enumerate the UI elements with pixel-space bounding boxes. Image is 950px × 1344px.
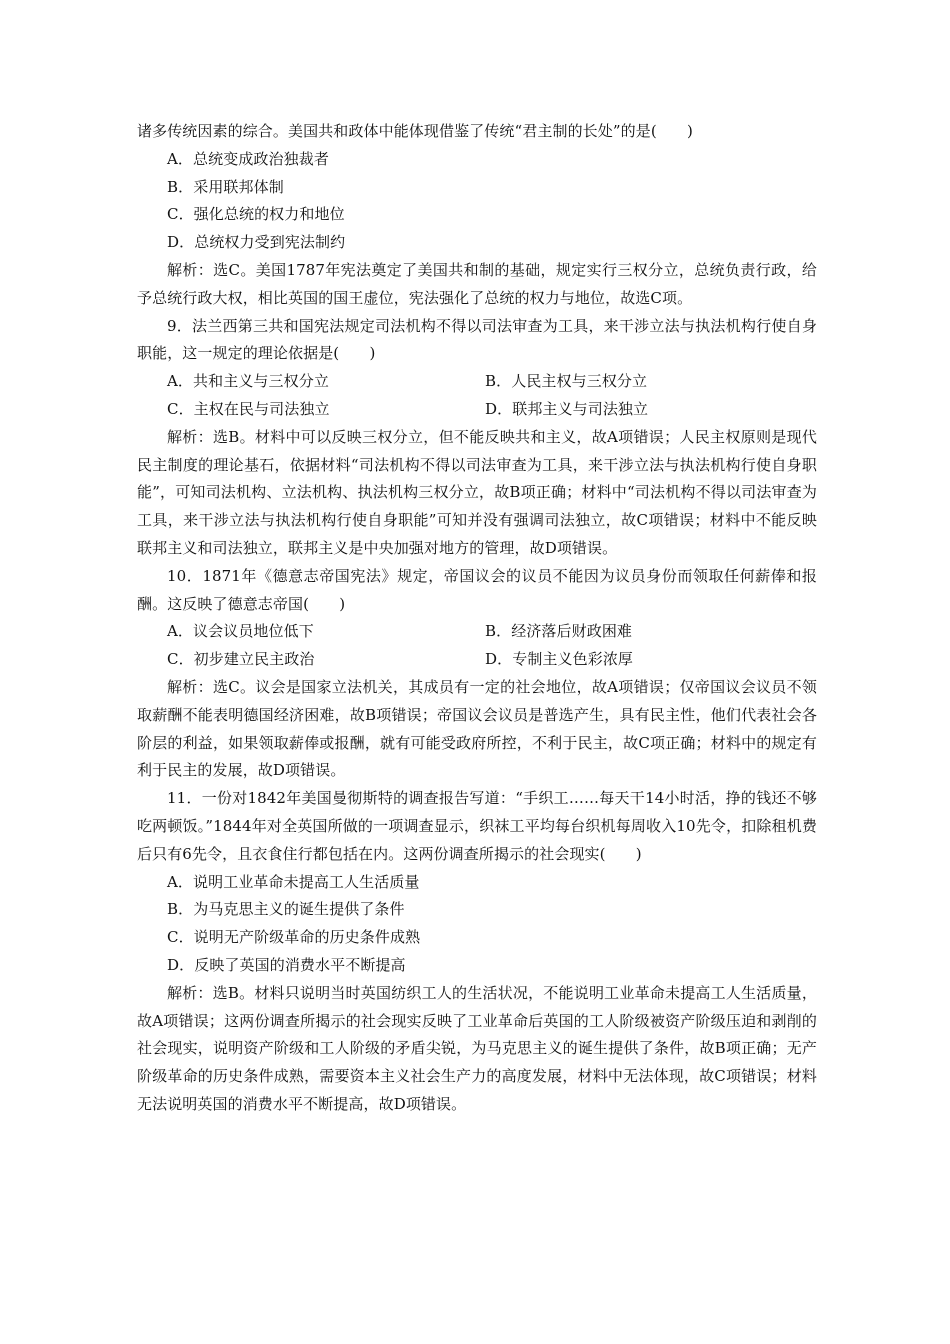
document-page (137, 118, 817, 1119)
question-9-option-b: B．人民主权与三权分立 (485, 372, 648, 391)
question-11-stem: 11．一份对1842年美国曼彻斯特的调查报告写道：“手织工……每天干14小时活，挣的钱还不够吃两顿饭。”1844年对全英国所做的一项调查显示，织袜工平均每台织机每周收入10先令，扣除租机费后只有6先令，且衣食住行都包括在内。这两份调查所揭示的社会现实( ) (137, 789, 817, 863)
question-10-option-c: C．初步建立民主政治 (167, 650, 315, 669)
question-9-option-a: A．共和主义与三权分立 (167, 372, 329, 391)
question-8-option-a: A．总统变成政治独裁者 (167, 149, 329, 168)
question-9-option-c: C．主权在民与司法独立 (167, 399, 330, 418)
question-9-stem: 9．法兰西第三共和国宪法规定司法机构不得以司法审查为工具，来干涉立法与执法机构行使自身职能，这一规定的理论依据是( ) (137, 316, 817, 363)
question-9-analysis: 解析：选B。材料中可以反映三权分立，但不能反映共和主义，故A项错误；人民主权原则是现代民主制度的理论基石，依据材料“司法机构不得以司法审查为工具，来干涉立法与执法机构行使自身职能”，可知司法机构、立法机构、执法机构三权分立，故B项正确；材料中“司法机构不得以司法审查为工具，来干涉立法与执法机构行使自身职能”可知并没有强调司法独立，故C项错误；材料中不能反映联邦主义和司法独立，联邦主义是中央加强对地方的管理，故D项错误。 (137, 427, 817, 557)
question-8-stem: 诸多传统因素的综合。美国共和政体中能体现借鉴了传统“君主制的长处”的是( ) (137, 122, 693, 140)
question-10 (137, 563, 817, 785)
question-9-options-row-2 (137, 396, 817, 424)
question-10-option-d: D．专制主义色彩浓厚 (485, 650, 634, 669)
question-9 (137, 313, 817, 563)
question-10-option-b: B．经济落后财政困难 (485, 622, 633, 641)
question-8-option-c: C．强化总统的权力和地位 (167, 205, 345, 224)
question-11-analysis: 解析：选B。材料只说明当时英国纺织工人的生活状况，不能说明工业革命未提高工人生活质量，故A项错误；这两份调查所揭示的社会现实反映了工业革命后英国的工人阶级被资产阶级压迫和剥削的社会现实，说明资产阶级和工人阶级的矛盾尖锐，为马克思主义的诞生提供了条件，故B项正确；无产阶级革命的历史条件成熟，需要资本主义社会生产力的高度发展，材料中无法体现，故C项错误；材料无法说明英国的消费水平不断提高，故D项错误。 (137, 983, 817, 1113)
question-11 (137, 785, 817, 1119)
question-10-options-row-1 (137, 618, 817, 646)
question-10-stem: 10．1871年《德意志帝国宪法》规定，帝国议会的议员不能因为议员身份而领取任何薪俸和报酬。这反映了德意志帝国( ) (137, 566, 817, 613)
question-8 (137, 118, 817, 313)
question-11-option-d: D．反映了英国的消费水平不断提高 (167, 955, 406, 974)
question-11-option-a: A．说明工业革命未提高工人生活质量 (167, 872, 420, 891)
question-8-option-d: D．总统权力受到宪法制约 (167, 233, 346, 252)
question-9-option-d: D．联邦主义与司法独立 (485, 399, 649, 418)
question-9-options-row-1 (137, 368, 817, 396)
question-10-options-row-2 (137, 646, 817, 674)
question-11-option-c: C．说明无产阶级革命的历史条件成熟 (167, 928, 421, 947)
question-8-analysis: 解析：选C。美国1787年宪法奠定了美国共和制的基础，规定实行三权分立，总统负责行政，给予总统行政大权，相比英国的国王虚位，宪法强化了总统的权力与地位，故选C项。 (137, 260, 817, 307)
question-10-option-a: A．议会议员地位低下 (167, 622, 314, 641)
question-10-analysis: 解析：选C。议会是国家立法机关，其成员有一定的社会地位，故A项错误；仅帝国议会议员不领取薪酬不能表明德国经济困难，故B项错误；帝国议会议员是普选产生，具有民主性，他们代表社会各阶层的利益，如果领取薪俸或报酬，就有可能受政府所控，不利于民主，故C项正确；材料中的规定有利于民主的发展，故D项错误。 (137, 677, 817, 780)
question-8-option-b: B．采用联邦体制 (167, 177, 284, 196)
question-11-option-b: B．为马克思主义的诞生提供了条件 (167, 900, 405, 919)
